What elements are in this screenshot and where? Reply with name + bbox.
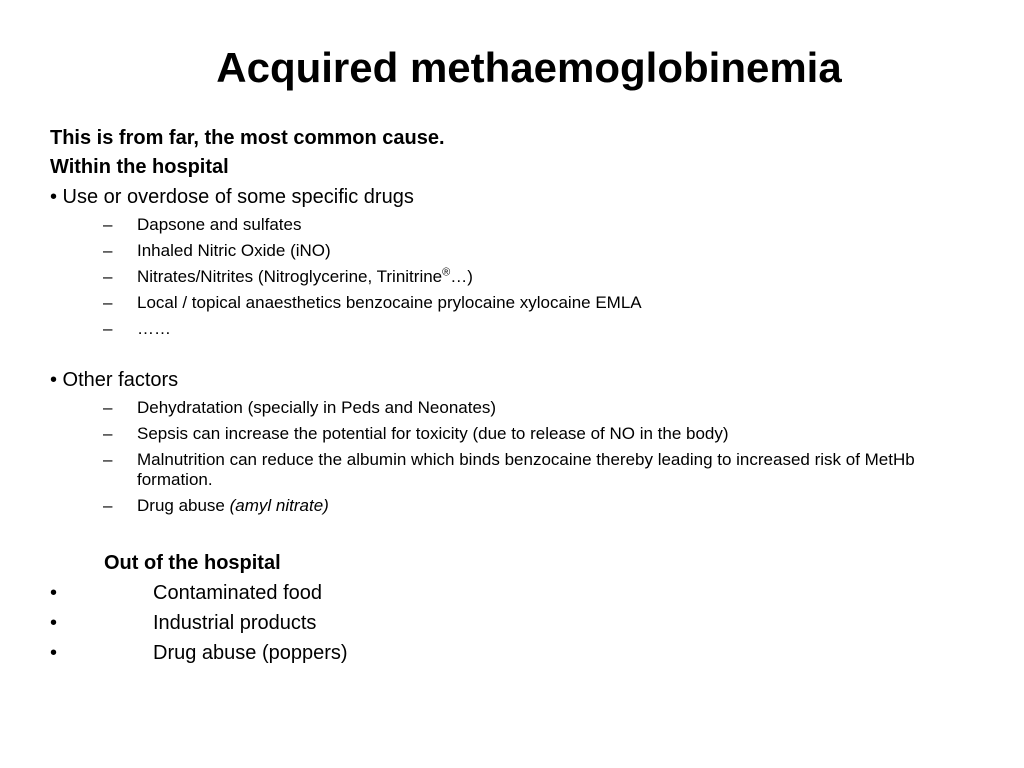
list-item bbox=[50, 293, 970, 313]
list-item bbox=[50, 450, 970, 490]
dash-marker: – bbox=[103, 398, 113, 417]
dash-marker: – bbox=[103, 293, 113, 312]
dash-marker: – bbox=[103, 267, 113, 286]
slide-title: Acquired methaemoglobinemia bbox=[216, 44, 842, 91]
outside-item-text: Contaminated food bbox=[153, 582, 323, 604]
slide-body bbox=[50, 124, 970, 668]
other-factors-list bbox=[50, 398, 970, 516]
drug-item-suffix: …) bbox=[450, 267, 473, 286]
drugs-list bbox=[50, 215, 970, 339]
factor-item-text: Malnutrition can reduce the albumin which binds benzocaine thereby leading to increased risk of MetHb formation. bbox=[137, 450, 915, 489]
factor-item-text: Sepsis can increase the potential for toxicity (due to release of NO in the body) bbox=[137, 424, 729, 443]
outside-item-text: Drug abuse (poppers) bbox=[153, 642, 348, 664]
spacer bbox=[50, 522, 970, 544]
drug-item-text: Inhaled Nitric Oxide (iNO) bbox=[137, 241, 331, 260]
drugs-bullet: • Use or overdose of some specific drugs bbox=[50, 186, 414, 208]
other-factors-bullet: • Other factors bbox=[50, 369, 179, 391]
factor-item-italic: (amyl nitrate) bbox=[229, 496, 329, 515]
outside-item-text: Industrial products bbox=[153, 612, 317, 634]
dash-marker: – bbox=[103, 450, 113, 469]
bullet-dot: • bbox=[50, 642, 58, 664]
dash-marker: – bbox=[103, 496, 113, 515]
list-item bbox=[50, 578, 970, 608]
drug-item-text: Dapsone and sulfates bbox=[137, 215, 302, 234]
drug-item-text: Local / topical anaesthetics benzocaine prylocaine xylocaine EMLA bbox=[137, 293, 642, 312]
list-item bbox=[50, 398, 970, 418]
dash-marker: – bbox=[103, 241, 113, 260]
drug-item-text: Nitrates/Nitrites (Nitroglycerine, Trinitrine bbox=[137, 267, 443, 286]
intro-text: This is from far, the most common cause. bbox=[50, 127, 445, 149]
factor-item-text: Dehydratation (specially in Peds and Neonates) bbox=[137, 398, 497, 417]
outside-hospital-heading: Out of the hospital bbox=[104, 552, 281, 574]
list-item bbox=[50, 267, 970, 287]
bullet-dot: • bbox=[50, 582, 58, 604]
dash-marker: – bbox=[103, 424, 113, 443]
list-item bbox=[50, 424, 970, 444]
list-item bbox=[50, 608, 970, 638]
factor-item-text: Drug abuse bbox=[137, 496, 230, 515]
bullet-dot: • bbox=[50, 612, 58, 634]
dash-marker: – bbox=[103, 319, 113, 338]
spacer bbox=[50, 345, 970, 365]
list-item bbox=[50, 496, 970, 516]
dash-marker: – bbox=[103, 215, 113, 234]
within-hospital-heading: Within the hospital bbox=[50, 156, 229, 178]
registered-mark: ® bbox=[442, 266, 451, 279]
list-item bbox=[50, 319, 970, 339]
list-item bbox=[50, 215, 970, 235]
list-item bbox=[50, 241, 970, 261]
drug-item-text: …… bbox=[137, 319, 171, 338]
list-item bbox=[50, 638, 970, 668]
